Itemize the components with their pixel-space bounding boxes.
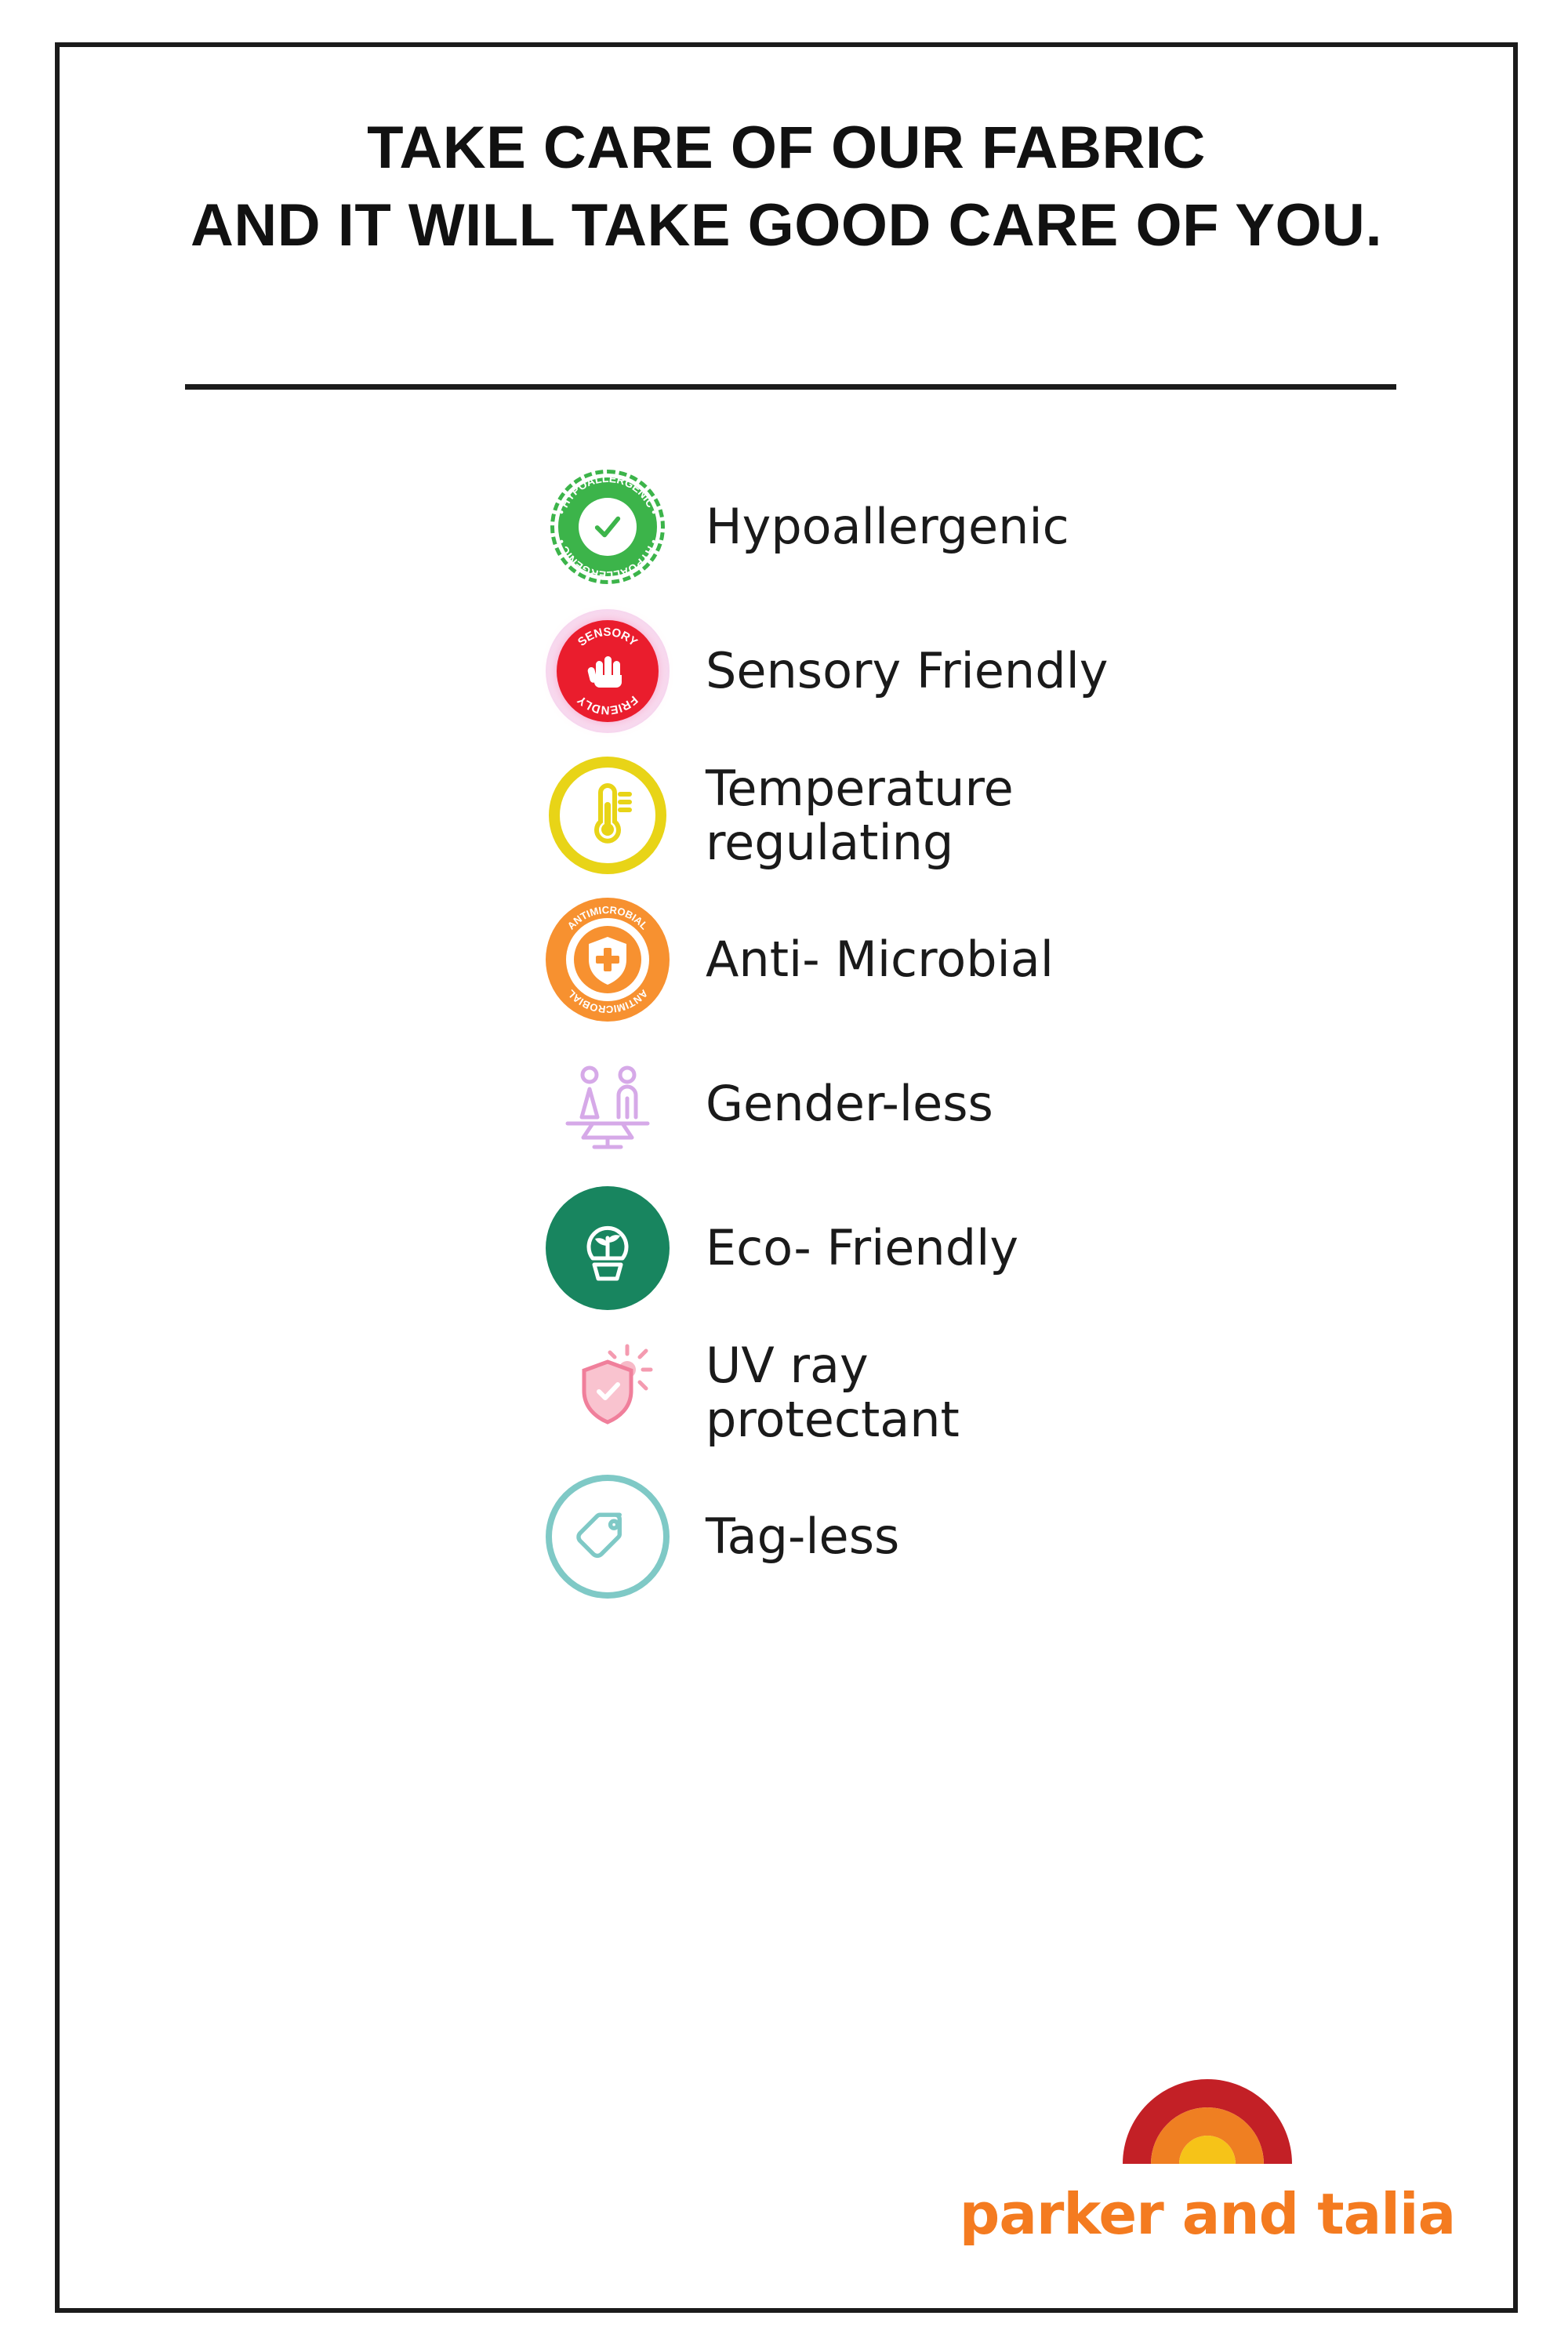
eco-friendly-plant-icon — [546, 1186, 670, 1310]
list-item — [60, 743, 1513, 887]
list-item — [60, 887, 1513, 1032]
svg-text:• HYPOALLERGENIC •: • HYPOALLERGENIC • — [554, 471, 661, 516]
list-item — [60, 1465, 1513, 1609]
brand-name: parker and talia — [959, 2181, 1456, 2247]
list-item-label: Eco- Friendly — [706, 1219, 1019, 1277]
genderless-restroom-icon — [546, 1042, 670, 1166]
antimicrobial-shield-icon — [546, 898, 670, 1022]
list-item — [60, 599, 1513, 743]
feature-list — [60, 455, 1513, 1609]
rainbow-icon — [1105, 2024, 1309, 2173]
list-item-label: UV ray protectant — [706, 1336, 960, 1448]
sensory-friendly-badge-icon — [546, 609, 670, 733]
tag-less-icon — [546, 1475, 670, 1599]
list-item — [60, 1176, 1513, 1320]
page-title — [60, 110, 1513, 265]
list-item-label: Temperature regulating — [706, 759, 1014, 871]
list-item-label: Anti- Microbial — [706, 931, 1054, 989]
headline-line-1: TAKE CARE OF OUR FABRIC — [367, 114, 1206, 181]
list-item-label: Hypoallergenic — [706, 498, 1069, 556]
list-item — [60, 1032, 1513, 1176]
svg-text:ANTIMICROBIAL: ANTIMICROBIAL — [564, 987, 651, 1016]
list-item — [60, 1320, 1513, 1465]
thermometer-icon — [546, 753, 670, 877]
svg-text:• HYPOALLERGENIC •: • HYPOALLERGENIC • — [554, 538, 661, 583]
title-divider — [185, 384, 1396, 390]
svg-text:SENSORY: SENSORY — [575, 625, 641, 649]
headline-line-2: AND IT WILL TAKE GOOD CARE OF YOU. — [190, 191, 1383, 259]
svg-text:FRIENDLY: FRIENDLY — [575, 692, 641, 717]
list-item — [60, 455, 1513, 599]
hypoallergenic-badge-icon — [546, 465, 670, 589]
poster-border-frame — [55, 42, 1518, 2313]
list-item-label: Gender-less — [706, 1075, 993, 1133]
list-item-label: Tag-less — [706, 1508, 900, 1566]
list-item-label: Sensory Friendly — [706, 642, 1109, 700]
brand-logo — [956, 2024, 1458, 2247]
uv-ray-shield-icon — [546, 1330, 670, 1454]
svg-text:ANTIMICROBIAL: ANTIMICROBIAL — [564, 903, 651, 932]
